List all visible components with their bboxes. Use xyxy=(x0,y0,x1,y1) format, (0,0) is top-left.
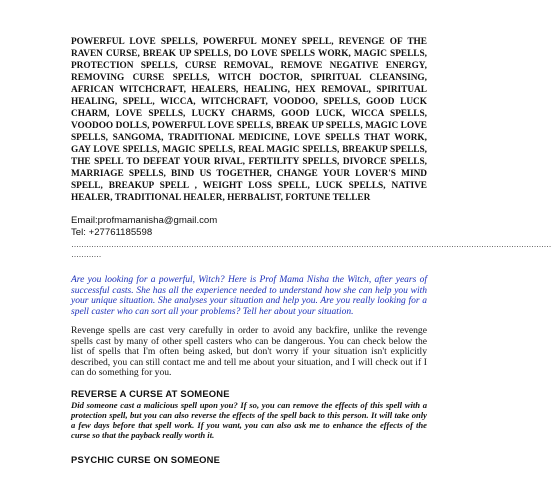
section-heading-reverse-curse: REVERSE A CURSE AT SOMEONE xyxy=(71,387,230,399)
intro-paragraph: Are you looking for a powerful, Witch? Here is Prof Mama Nisha the Witch, after years of successful casts. She has all the experience needed to understand how she can help you with your unique situation. She analyses your situation and help you. Are you really looking for a spell caster who can sort all your problems? Tell her about your situation. xyxy=(71,275,427,317)
body-paragraph: Revenge spells are cast very carefully in order to avoid any backfire, unlike the revenge spells cast by many of other spell casters who can be dangerous. You can check below the list of spells that I'm often being asked, but don't worry if your situation isn't explicitly described, you can still contact me and tell me about your situation, and I will check out if I can do something for you. xyxy=(71,325,427,379)
phone-line: Tel: +27761185598 xyxy=(71,227,153,238)
section-text-reverse-curse: Did someone cast a malicious spell upon you? If so, you can remove the effects of this spell with a protection spell, but you can also reverse the effects of the spell back to this person. It will take only a few days before that spell work. If you want, you can also ask me to enhance the effects of the curse so that the payback really worth it. xyxy=(71,399,427,440)
document-page xyxy=(71,36,551,465)
keywords-paragraph: POWERFUL LOVE SPELLS, POWERFUL MONEY SPELL, REVENGE OF THE RAVEN CURSE, BREAK UP SPELLS, DO LOVE SPELLS WORK, MAGIC SPELLS, PROTECTION SPELLS, CURSE REMOVAL, REMOVE NEGATIVE ENERGY, REMOVING CURSE SPELLS, WITCH DOCTOR, SPIRITUAL CLEANSING, AFRICAN WITCHCRAFT, HEALERS, HEALING, HEX REMOVAL, SPIRITUAL HEALING, SPELL, WICCA, WITCHCRAFT, VOODOO, SPELLS, GOOD LUCK CHARM, LOVE SPELLS, LUCKY CHARMS, GOOD LUCK, WICCA SPELLS, VOODOO DOLLS, POWERFUL LOVE SPELLS, BREAK UP SPELLS, MAGIC LOVE SPELLS, SANGOMA, TRADITIONAL MEDICINE, LOVE SPELLS THAT WORK, GAY LOVE SPELLS, MAGIC SPELLS, REAL MAGIC SPELLS, BREAKUP SPELLS, THE SPELL TO DEFEAT YOUR RIVAL, FERTILITY SPELLS, DIVORCE SPELLS, MARRIAGE SPELLS, BIND US TOGETHER, CHANGE YOUR LOVER'S MIND SPELL, BREAKUP SPELL , WEIGHT LOSS SPELL, LUCK SPELLS, NATIVE HEALER, TRADITIONAL HEALER, HERBALIST, FORTUNE TELLER xyxy=(71,37,427,203)
email-line: Email:profmamanisha@gmail.com xyxy=(71,215,218,226)
contact-block xyxy=(71,215,427,239)
dotted-separator-tail: ………… xyxy=(71,250,101,259)
dotted-separator: ………………………………………………………………………………………………………………………………………………………………………… xyxy=(71,240,551,249)
section-heading-psychic-curse: PSYCHIC CURSE ON SOMEONE xyxy=(71,453,221,465)
